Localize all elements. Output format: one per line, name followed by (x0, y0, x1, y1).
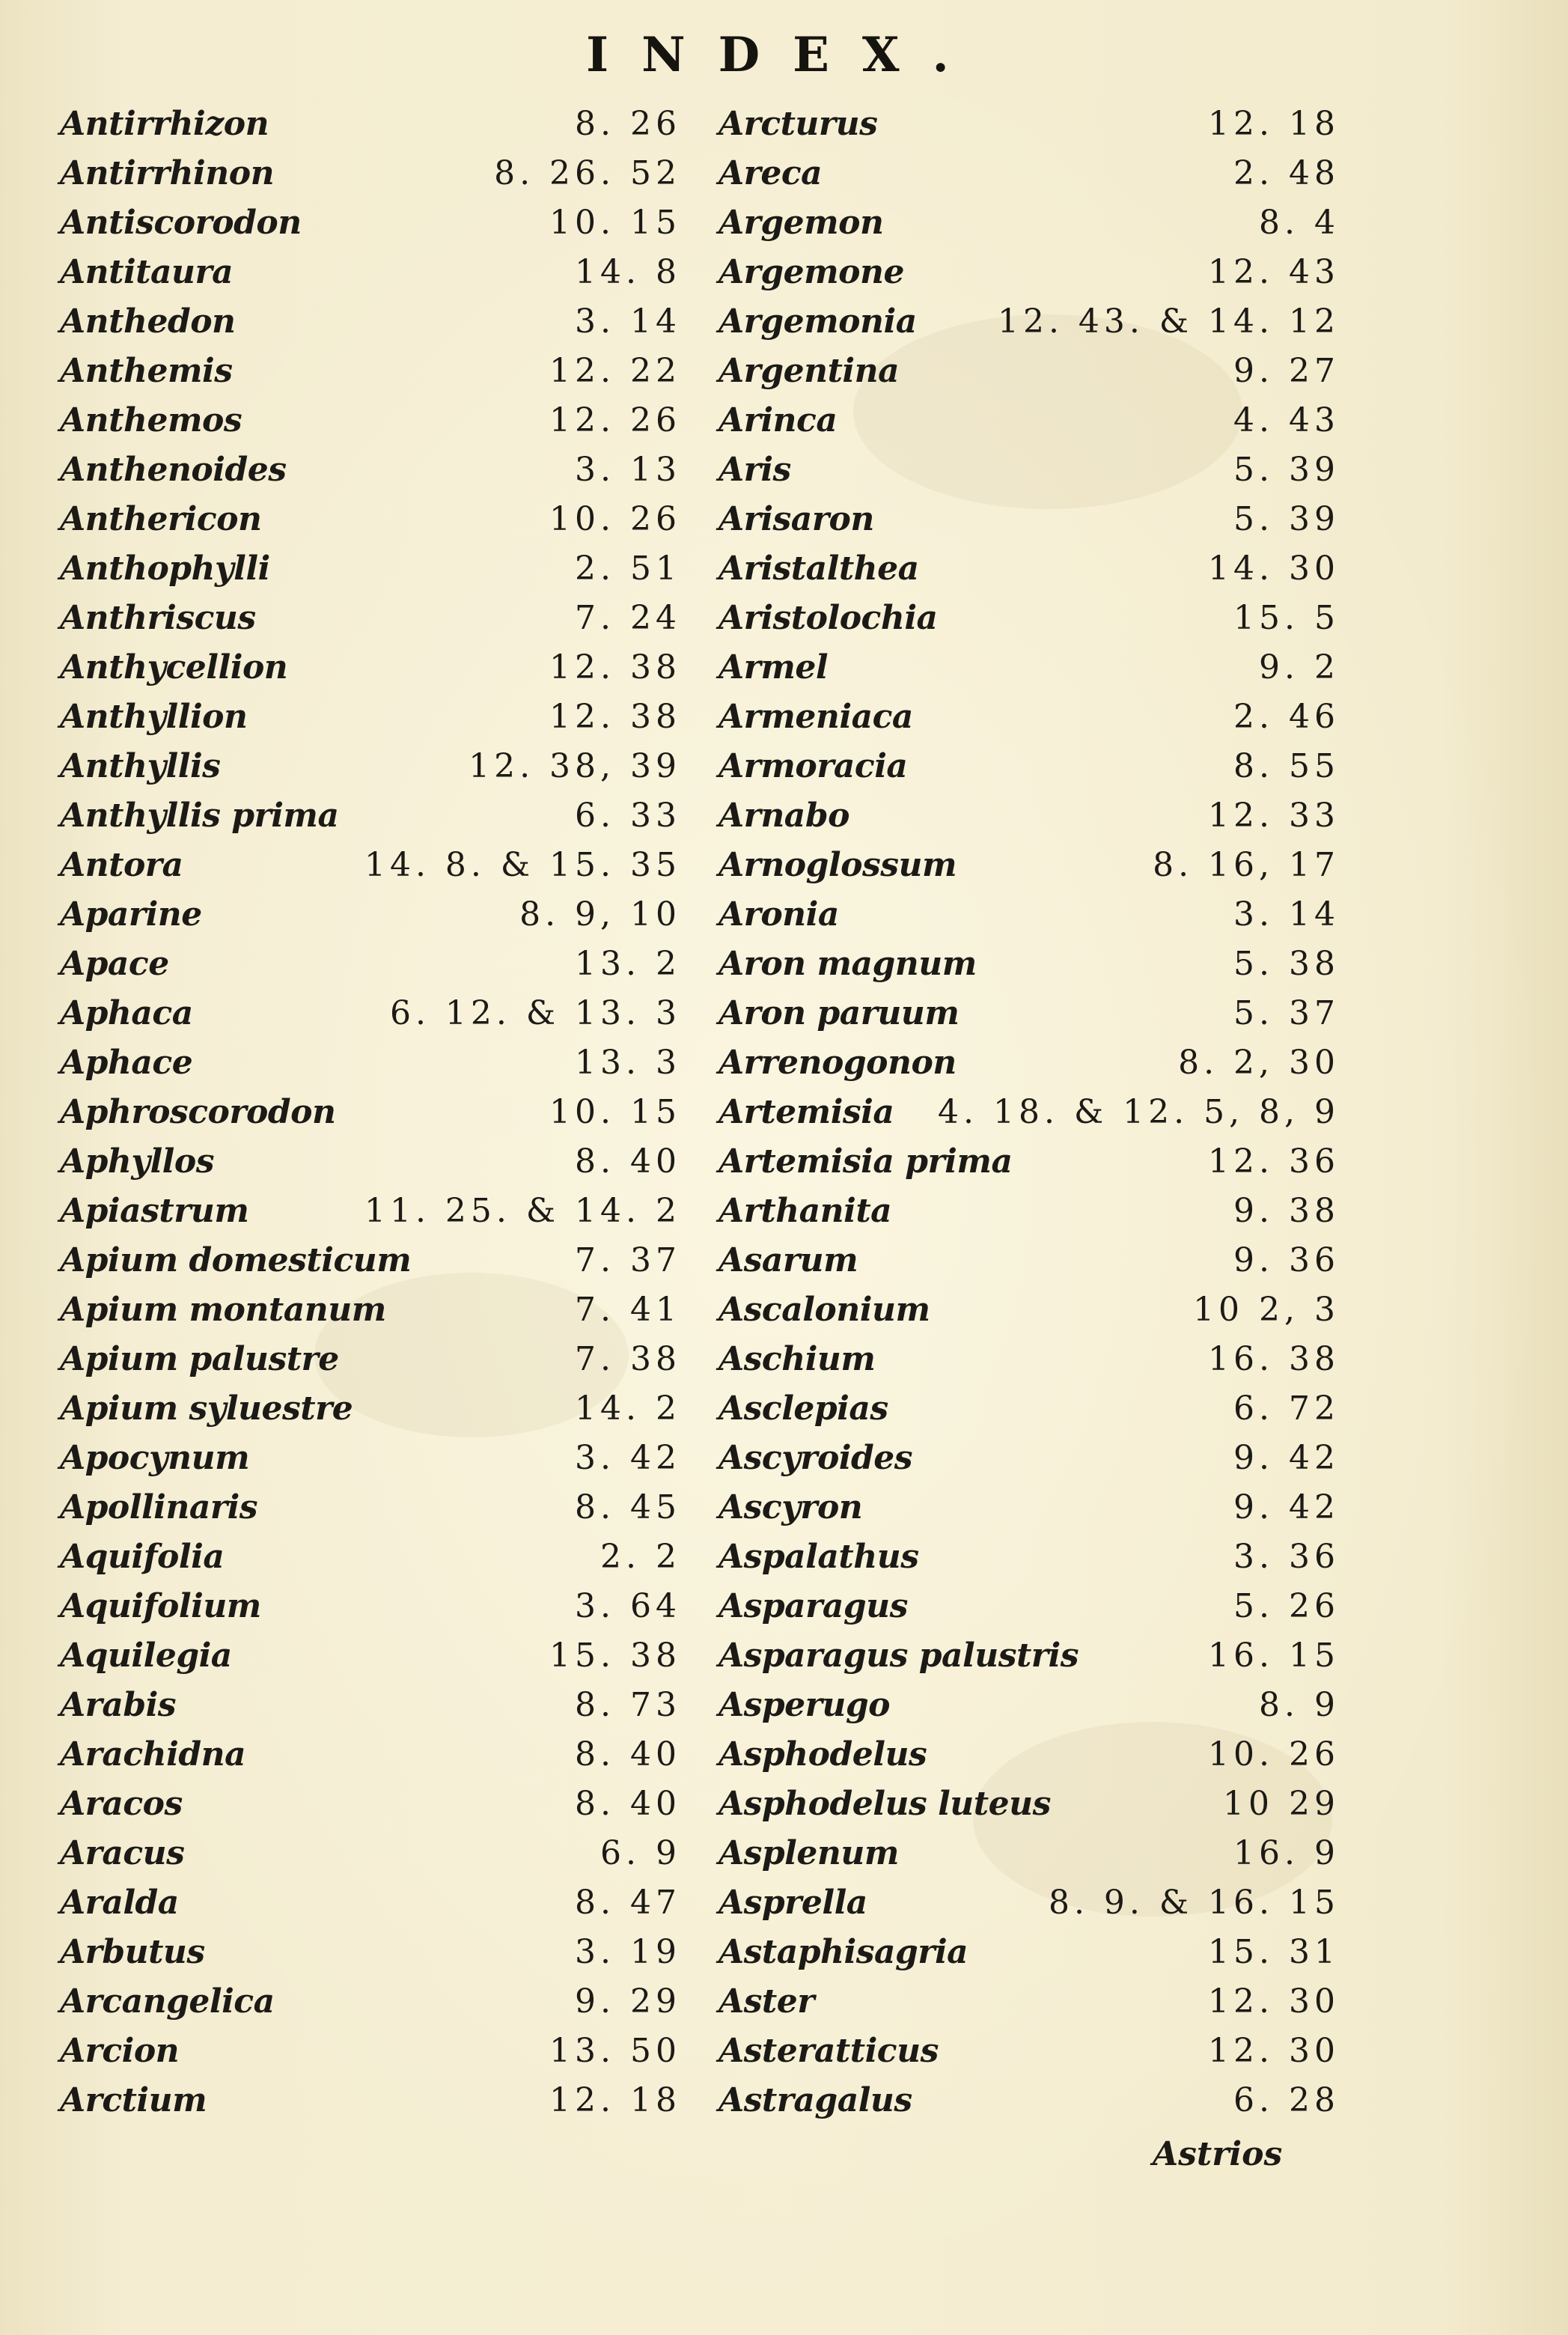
index-entry (719, 791, 1340, 841)
entry-term: Arctium (60, 2081, 207, 2119)
entry-term: Aracus (60, 1834, 185, 1872)
entry-refs: 3. 19 (575, 1933, 681, 1971)
entry-term: Apium palustre (60, 1340, 339, 1378)
index-entry (719, 2027, 1340, 2076)
entry-refs: 13. 50 (549, 2032, 681, 2070)
index-entry (719, 198, 1340, 248)
entry-term: Aquifolium (60, 1587, 261, 1625)
entry-refs: 5. 38 (1233, 945, 1340, 983)
index-entry (719, 1384, 1340, 1434)
index-entry (60, 100, 681, 149)
entry-refs: 14. 8 (575, 253, 681, 291)
entry-term: Anthyllis prima (60, 797, 339, 835)
entry-term: Aparine (60, 895, 202, 934)
entry-refs: 11. 25. & 14. 2 (364, 1192, 681, 1230)
entry-refs: 7. 37 (575, 1241, 681, 1279)
entry-term: Anthyllis (60, 747, 221, 785)
catchword: Astrios (1153, 2135, 1283, 2173)
entry-term: Aracos (60, 1785, 183, 1823)
index-entry (60, 1780, 681, 1829)
entry-term: Anthriscus (60, 599, 256, 637)
entry-term: Arnoglossum (719, 846, 957, 884)
entry-refs: 13. 2 (575, 945, 681, 983)
entry-refs: 5. 26 (1233, 1587, 1340, 1625)
index-column-right (719, 100, 1340, 2125)
entry-refs: 9. 2 (1259, 648, 1340, 687)
entry-term: Asprella (719, 1884, 867, 1922)
entry-refs: 9. 38 (1233, 1192, 1340, 1230)
entry-refs: 12. 30 (1208, 1982, 1340, 2021)
entry-term: Anthophylli (60, 549, 270, 588)
entry-refs: 14. 8. & 15. 35 (364, 846, 681, 884)
entry-term: Apocynum (60, 1439, 250, 1477)
index-entry (60, 1681, 681, 1730)
index-entry (719, 1780, 1340, 1829)
index-entry (60, 1285, 681, 1335)
index-entry (719, 940, 1340, 989)
entry-term: Arnabo (719, 797, 849, 835)
entry-refs: 14. 2 (575, 1389, 681, 1428)
index-entry (719, 347, 1340, 396)
entry-term: Asphodelus luteus (719, 1785, 1051, 1823)
index-entry (60, 297, 681, 347)
entry-refs: 2. 48 (1233, 154, 1340, 192)
entry-term: Artemisia prima (719, 1142, 1013, 1181)
entry-refs: 9. 29 (575, 1982, 681, 2021)
entry-refs: 8. 26 (575, 105, 681, 143)
entry-term: Asteratticus (719, 2032, 939, 2070)
entry-term: Antirrhinon (60, 154, 275, 192)
entry-refs: 15. 38 (549, 1637, 681, 1675)
entry-term: Antora (60, 846, 183, 884)
entry-refs: 5. 39 (1233, 500, 1340, 538)
index-entry (719, 1977, 1340, 2027)
index-entry (60, 1038, 681, 1088)
entry-refs: 8. 40 (575, 1142, 681, 1181)
entry-term: Aquilegia (60, 1637, 232, 1675)
entry-term: Asparagus (719, 1587, 908, 1625)
entry-term: Arisaron (719, 500, 874, 538)
entry-refs: 12. 38 (549, 648, 681, 687)
entry-refs: 2. 51 (575, 549, 681, 588)
entry-term: Aron paruum (719, 994, 960, 1032)
entry-refs: 4. 43 (1233, 401, 1340, 439)
index-entry (60, 1335, 681, 1384)
entry-term: Ascyron (719, 1488, 863, 1526)
entry-refs: 10 2, 3 (1193, 1291, 1340, 1329)
entry-refs: 3. 14 (1233, 895, 1340, 934)
entry-term: Aphyllos (60, 1142, 215, 1181)
entry-term: Apium syluestre (60, 1389, 353, 1428)
entry-term: Arbutus (60, 1933, 205, 1971)
entry-term: Artemisia (719, 1093, 894, 1131)
entry-term: Asparagus palustris (719, 1637, 1079, 1675)
entry-refs: 8. 45 (575, 1488, 681, 1526)
entry-term: Arachidna (60, 1735, 246, 1774)
index-entry (719, 1631, 1340, 1681)
entry-term: Aralda (60, 1884, 179, 1922)
entry-refs: 10. 26 (549, 500, 681, 538)
index-entry (719, 643, 1340, 692)
entry-refs: 8. 9, 10 (519, 895, 681, 934)
index-entry (719, 1582, 1340, 1631)
entry-term: Arrenogonon (719, 1044, 957, 1082)
index-entry (719, 1483, 1340, 1532)
index-entry (60, 347, 681, 396)
index-entry (60, 149, 681, 198)
entry-term: Anthemis (60, 352, 233, 390)
entry-refs: 16. 38 (1208, 1340, 1340, 1378)
entry-refs: 3. 64 (575, 1587, 681, 1625)
index-entry (719, 1878, 1340, 1928)
index-entry (719, 1137, 1340, 1187)
index-column-left (60, 100, 681, 2125)
entry-term: Arabis (60, 1686, 177, 1724)
entry-term: Astaphisagria (719, 1933, 968, 1971)
entry-term: Asphodelus (719, 1735, 927, 1774)
entry-refs: 14. 30 (1208, 549, 1340, 588)
entry-term: Arinca (719, 401, 838, 439)
entry-refs: 2. 46 (1233, 698, 1340, 736)
index-entry (60, 445, 681, 495)
index-entry (60, 1878, 681, 1928)
entry-term: Aster (719, 1982, 814, 2021)
entry-term: Apium montanum (60, 1291, 386, 1329)
entry-refs: 9. 27 (1233, 352, 1340, 390)
entry-refs: 12. 18 (1208, 105, 1340, 143)
entry-refs: 7. 38 (575, 1340, 681, 1378)
entry-refs: 8. 55 (1233, 747, 1340, 785)
index-entry (719, 2076, 1340, 2125)
index-entry (719, 1730, 1340, 1780)
index-entry (719, 1681, 1340, 1730)
index-entry (60, 1187, 681, 1236)
entry-term: Asperugo (719, 1686, 890, 1724)
index-entry (60, 841, 681, 890)
entry-term: Aphaca (60, 994, 193, 1032)
entry-refs: 3. 36 (1233, 1538, 1340, 1576)
entry-term: Argemone (719, 253, 904, 291)
index-entry (60, 198, 681, 248)
entry-refs: 8. 26. 52 (494, 154, 681, 192)
index-entry (719, 841, 1340, 890)
entry-term: Aphroscorodon (60, 1093, 336, 1131)
index-entry (719, 989, 1340, 1038)
entry-refs: 8. 47 (575, 1884, 681, 1922)
entry-refs: 12. 43 (1208, 253, 1340, 291)
entry-refs: 6. 9 (600, 1834, 681, 1872)
index-entry (60, 1137, 681, 1187)
entry-term: Armeniaca (719, 698, 913, 736)
index-entry (719, 1335, 1340, 1384)
entry-refs: 3. 13 (575, 451, 681, 489)
entry-term: Asclepias (719, 1389, 888, 1428)
entry-refs: 12. 36 (1208, 1142, 1340, 1181)
index-entry (719, 100, 1340, 149)
entry-refs: 5. 39 (1233, 451, 1340, 489)
index-entry (719, 297, 1340, 347)
entry-term: Asplenum (719, 1834, 899, 1872)
entry-term: Aphace (60, 1044, 193, 1082)
index-entry (719, 692, 1340, 742)
index-entry (719, 1434, 1340, 1483)
entry-refs: 8. 73 (575, 1686, 681, 1724)
entry-term: Aris (719, 451, 791, 489)
entry-term: Aron magnum (719, 945, 977, 983)
index-entry (719, 1829, 1340, 1878)
entry-term: Aschium (719, 1340, 876, 1378)
entry-refs: 6. 12. & 13. 3 (389, 994, 681, 1032)
entry-term: Anthyllion (60, 698, 248, 736)
entry-term: Arcangelica (60, 1982, 275, 2021)
entry-term: Arcturus (719, 105, 878, 143)
entry-refs: 6. 72 (1233, 1389, 1340, 1428)
entry-term: Apium domesticum (60, 1241, 412, 1279)
entry-term: Anthenoides (60, 451, 287, 489)
entry-term: Apace (60, 945, 169, 983)
entry-term: Anthycellion (60, 648, 288, 687)
entry-refs: 8. 40 (575, 1785, 681, 1823)
index-entry (60, 1532, 681, 1582)
entry-refs: 12. 38 (549, 698, 681, 736)
index-entry (60, 1928, 681, 1977)
index-entry (60, 1631, 681, 1681)
index-entry (60, 248, 681, 297)
index-entry (719, 1088, 1340, 1137)
entry-term: Astragalus (719, 2081, 912, 2119)
entry-term: Anthedon (60, 302, 236, 341)
entry-refs: 15. 31 (1208, 1933, 1340, 1971)
index-entry (719, 1285, 1340, 1335)
entry-refs: 5. 37 (1233, 994, 1340, 1032)
entry-refs: 16. 9 (1233, 1834, 1340, 1872)
index-entry (60, 1434, 681, 1483)
entry-refs: 12. 38, 39 (469, 747, 681, 785)
entry-refs: 8. 9 (1259, 1686, 1340, 1724)
entry-term: Argemon (719, 204, 884, 242)
entry-term: Ascyroides (719, 1439, 913, 1477)
entry-term: Anthemos (60, 401, 242, 439)
index-entry (60, 791, 681, 841)
index-entry (60, 1236, 681, 1285)
entry-refs: 8. 4 (1259, 204, 1340, 242)
index-entry (719, 149, 1340, 198)
entry-refs: 3. 14 (575, 302, 681, 341)
index-entry (60, 1977, 681, 2027)
entry-term: Aronia (719, 895, 839, 934)
page-header: INDEX. (586, 27, 982, 83)
index-entry (60, 594, 681, 643)
entry-refs: 4. 18. & 12. 5, 8, 9 (938, 1093, 1340, 1131)
index-entry (719, 1187, 1340, 1236)
entry-term: Ascalonium (719, 1291, 930, 1329)
entry-refs: 8. 40 (575, 1735, 681, 1774)
entry-refs: 8. 2, 30 (1178, 1044, 1340, 1082)
index-entry (719, 1928, 1340, 1977)
entry-term: Aquifolia (60, 1538, 225, 1576)
entry-refs: 8. 16, 17 (1153, 846, 1340, 884)
entry-refs: 10. 26 (1208, 1735, 1340, 1774)
entry-refs: 16. 15 (1208, 1637, 1340, 1675)
entry-term: Antiscorodon (60, 204, 302, 242)
entry-term: Armoracia (719, 747, 908, 785)
index-entry (60, 2076, 681, 2125)
entry-refs: 9. 42 (1233, 1488, 1340, 1526)
entry-refs: 2. 2 (600, 1538, 681, 1576)
index-entry (60, 495, 681, 544)
index-entry (719, 1532, 1340, 1582)
index-entry (60, 1483, 681, 1532)
entry-refs: 15. 5 (1233, 599, 1340, 637)
entry-refs: 6. 33 (575, 797, 681, 835)
index-entry (60, 643, 681, 692)
entry-refs: 12. 18 (549, 2081, 681, 2119)
index-entry (60, 940, 681, 989)
index-entry (719, 544, 1340, 594)
entry-term: Argemonia (719, 302, 917, 341)
index-entry (60, 890, 681, 940)
entry-term: Anthericon (60, 500, 262, 538)
index-entry (60, 692, 681, 742)
index-entry (719, 890, 1340, 940)
entry-term: Aspalathus (719, 1538, 919, 1576)
entry-term: Antitaura (60, 253, 234, 291)
index-entry (60, 1829, 681, 1878)
entry-term: Armel (719, 648, 829, 687)
index-entry (60, 989, 681, 1038)
index-entry (60, 1088, 681, 1137)
entry-refs: 13. 3 (575, 1044, 681, 1082)
entry-refs: 9. 36 (1233, 1241, 1340, 1279)
index-entry (60, 1384, 681, 1434)
entry-refs: 9. 42 (1233, 1439, 1340, 1477)
index-entry (60, 2027, 681, 2076)
entry-refs: 12. 30 (1208, 2032, 1340, 2070)
entry-refs: 12. 22 (549, 352, 681, 390)
index-entry (719, 1038, 1340, 1088)
index-entry (719, 396, 1340, 445)
entry-refs: 12. 33 (1208, 797, 1340, 835)
index-entry (719, 495, 1340, 544)
index-entry (60, 1582, 681, 1631)
entry-term: Arthanita (719, 1192, 892, 1230)
entry-term: Antirrhizon (60, 105, 269, 143)
entry-refs: 12. 26 (549, 401, 681, 439)
entry-refs: 6. 28 (1233, 2081, 1340, 2119)
entry-term: Apiastrum (60, 1192, 249, 1230)
entry-term: Areca (719, 154, 823, 192)
entry-refs: 10 29 (1223, 1785, 1340, 1823)
index-entry (719, 594, 1340, 643)
entry-term: Argentina (719, 352, 900, 390)
index-entry (719, 248, 1340, 297)
index-entry (60, 396, 681, 445)
entry-refs: 12. 43. & 14. 12 (997, 302, 1340, 341)
index-entry (60, 544, 681, 594)
index-entry (60, 1730, 681, 1780)
index-entry (60, 742, 681, 791)
entry-term: Aristalthea (719, 549, 919, 588)
entry-refs: 3. 42 (575, 1439, 681, 1477)
index-entry (719, 1236, 1340, 1285)
index-entry (719, 445, 1340, 495)
entry-refs: 10. 15 (549, 1093, 681, 1131)
entry-term: Apollinaris (60, 1488, 258, 1526)
entry-refs: 7. 24 (575, 599, 681, 637)
entry-term: Asarum (719, 1241, 858, 1279)
entry-refs: 10. 15 (549, 204, 681, 242)
entry-refs: 8. 9. & 16. 15 (1048, 1884, 1340, 1922)
index-entry (719, 742, 1340, 791)
entry-term: Aristolochia (719, 599, 938, 637)
entry-refs: 7. 41 (575, 1291, 681, 1329)
entry-term: Arcion (60, 2032, 180, 2070)
